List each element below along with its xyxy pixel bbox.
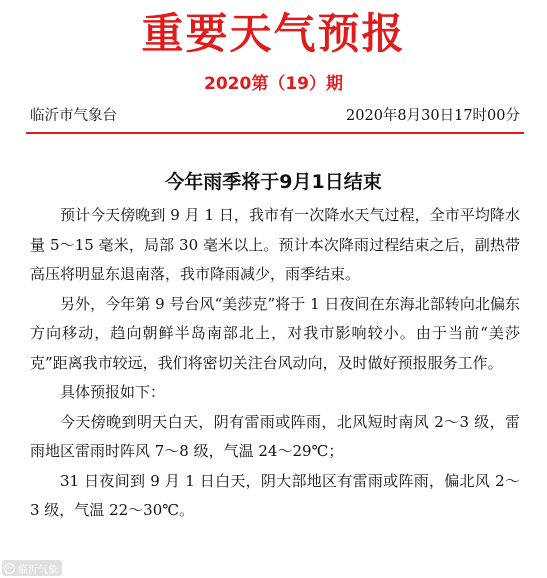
wechat-logo-icon [4, 563, 15, 574]
issue-number: 2020第（19）期 [204, 74, 343, 94]
paragraph-forecast-today: 今天傍晚到明天白天，阴有雷雨或阵雨，北风短时南风 2～3 级，雷雨地区雷雨时阵风 7～8 级，气温 24～29℃； [30, 412, 520, 460]
paragraph-forecast-31st: 31 日夜间到 9 月 1 日白天，阴大部地区有雷雨或阵雨，偏北风 2～3 级，气温 22～30℃。 [30, 471, 520, 519]
article-title: 今年雨季将于9月1日结束 [165, 171, 382, 193]
watermark-text: 临沂气象 [18, 564, 58, 576]
issuer-name: 临沂市气象台 [30, 108, 117, 124]
paragraph-typhoon: 另外，今年第 9 号台风“美莎克”将于 1 日夜间在东海北部转向北偏东方向移动，趋向朝鲜半岛南部北上，对我市影响较小。由于当前“美莎克”距离我市较远，我们将密切关注台风动向，及时做好预报服务工作。 [30, 294, 520, 372]
paragraph-details-heading: 具体预报如下： [60, 383, 166, 401]
red-divider [26, 132, 524, 134]
issue-datetime: 2020年8月30日17时00分 [346, 108, 520, 124]
source-watermark [2, 560, 62, 576]
paragraph-forecast-overview: 预计今天傍晚到 9 月 1 日，我市有一次降水天气过程，全市平均降水量 5～15 毫米，局部 30 毫米以上。预计本次降雨过程结束之后，副热带高压将明显东退南落，我市降雨减少，雨季结束。 [30, 206, 520, 283]
issuer-row [30, 103, 520, 129]
article-body [30, 201, 520, 526]
bulletin-title: 重要天气预报 [141, 9, 406, 58]
